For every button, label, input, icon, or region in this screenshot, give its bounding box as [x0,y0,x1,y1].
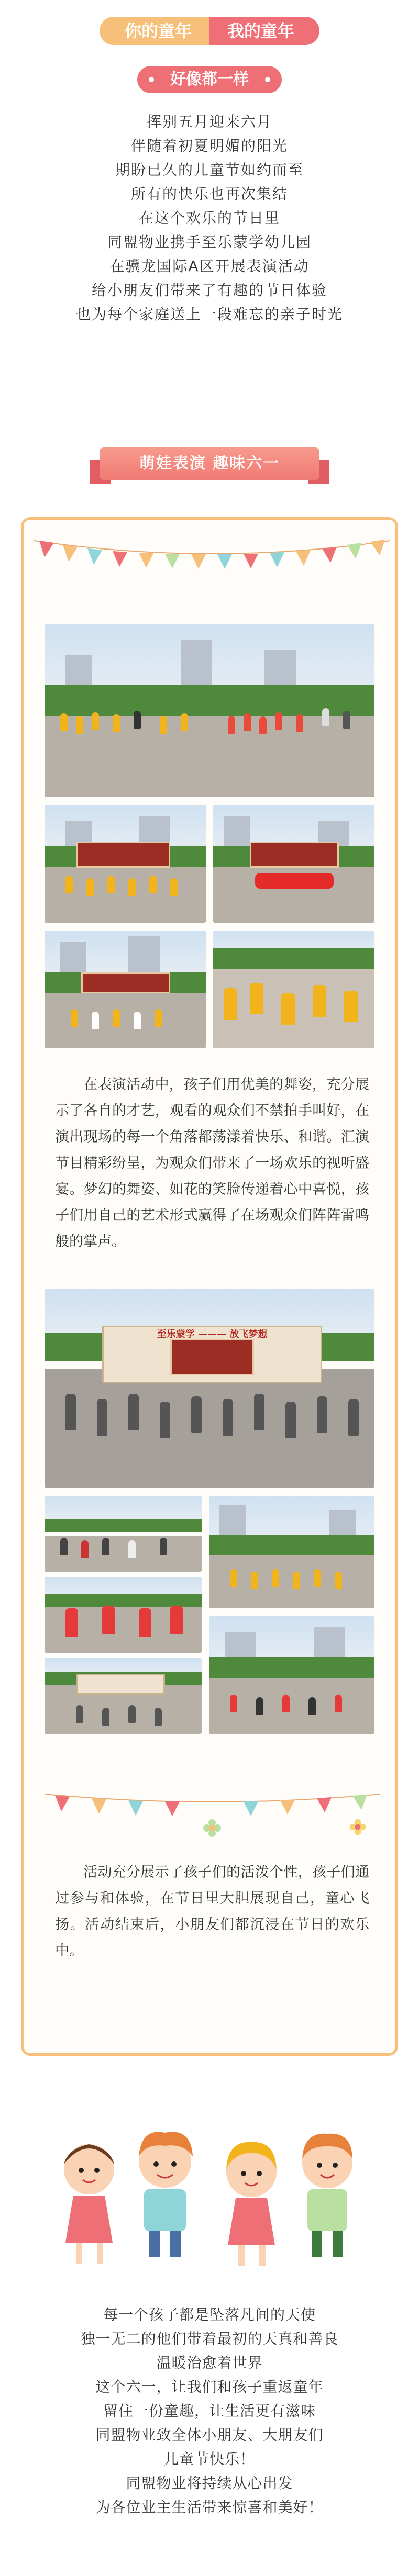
audience-photo [45,1496,202,1572]
photo-banner-text: 至乐蒙学 ——— 放飞梦想 [157,1329,268,1340]
cartoon-boy-icon [139,2132,193,2257]
header-pills [0,17,419,45]
intro-line: 伴随着初夏明媚的阳光 [130,137,288,154]
cartoon-kids-illustration [52,2122,367,2279]
performance-photo [45,931,206,1048]
intro-line: 同盟物业携手至乐蒙学幼儿园 [107,233,312,251]
performance-photo [209,1616,374,1734]
intro-line: 期盼已久的儿童节如约而至 [115,161,304,178]
outro-line: 为各位业主生活带来惊喜和美好！ [95,2499,324,2516]
section-title: 萌娃表演 趣味六一 [100,447,319,480]
performance-photo [213,931,374,1048]
summary-paragraph: 活动充分展示了孩子们的活泼个性，孩子们通过参与和体验，在节日里大胆展现自己，童心飞扬。活动结束后，小朋友们都沉浸在节日的欢乐中。 [55,1864,369,1959]
content-card [21,517,398,2056]
outro-line: 这个六一，让我们和孩子重返童年 [95,2378,324,2395]
dot-decoration [149,77,154,82]
intro-line: 挥别五月迎来六月 [146,113,272,130]
outro-line: 留住一份童趣，让生活更有滋味 [103,2402,316,2420]
performance-photo-large [45,624,374,797]
intro-line: 给小朋友们带来了有趣的节日体验 [91,282,327,299]
cartoon-girl-icon [226,2142,277,2266]
outro-line: 同盟物业将持续从心出发 [126,2474,293,2492]
intro-line: 也为每个家庭送上一段难忘的亲子时光 [75,306,343,323]
performance-photo-large [45,1289,374,1488]
performance-photo [45,1577,202,1653]
outro-line: 儿童节快乐！ [163,2450,255,2468]
flower-icon [202,1818,223,1839]
bunting-decoration [24,525,401,572]
outro-line: 每一个孩子都是坠落凡间的天使 [103,2306,316,2323]
intro-text [0,110,419,327]
pill-your-childhood: 你的童年 [100,17,210,45]
section-banner [100,447,319,484]
intro-line: 在骥龙国际A区开展表演活动 [109,257,310,275]
intro-line: 在这个欢乐的节日里 [138,209,280,227]
performance-photo [45,1658,202,1734]
intro-line: 所有的快乐也再次集结 [130,185,288,203]
cartoon-girl-icon [64,2144,114,2264]
dot-decoration [265,77,270,82]
flower-icon [348,1818,367,1836]
outro-line: 同盟物业致全体小朋友、大朋友们 [95,2426,324,2444]
performance-photo [45,805,206,923]
performance-paragraph: 在表演活动中，孩子们用优美的舞姿，充分展示了各自的才艺，观看的观众们不禁拍手叫好，在演出现场的每一个角落都荡漾着快乐、和谐。汇演节目精彩纷呈，为观众们带来了一场欢乐的视听盛宴。梦幻的舞姿、如花的笑脸传递着心中喜悦，孩子们用自己的艺术形式赢得了在场观众们阵阵雷鸣般的掌声。 [55,1077,369,1250]
pill-my-childhood: 我的童年 [210,17,319,45]
pill-subtitle-text: 好像都一样 [170,70,249,88]
outro-line: 独一无二的他们带着最初的天真和善良 [80,2330,339,2347]
performance-photo [213,805,374,923]
outro-line: 温暖治愈着世界 [156,2354,263,2371]
cartoon-boy-icon [302,2134,352,2257]
performance-photo [209,1496,374,1608]
pill-subtitle [137,66,282,93]
outro-text [0,2303,419,2519]
